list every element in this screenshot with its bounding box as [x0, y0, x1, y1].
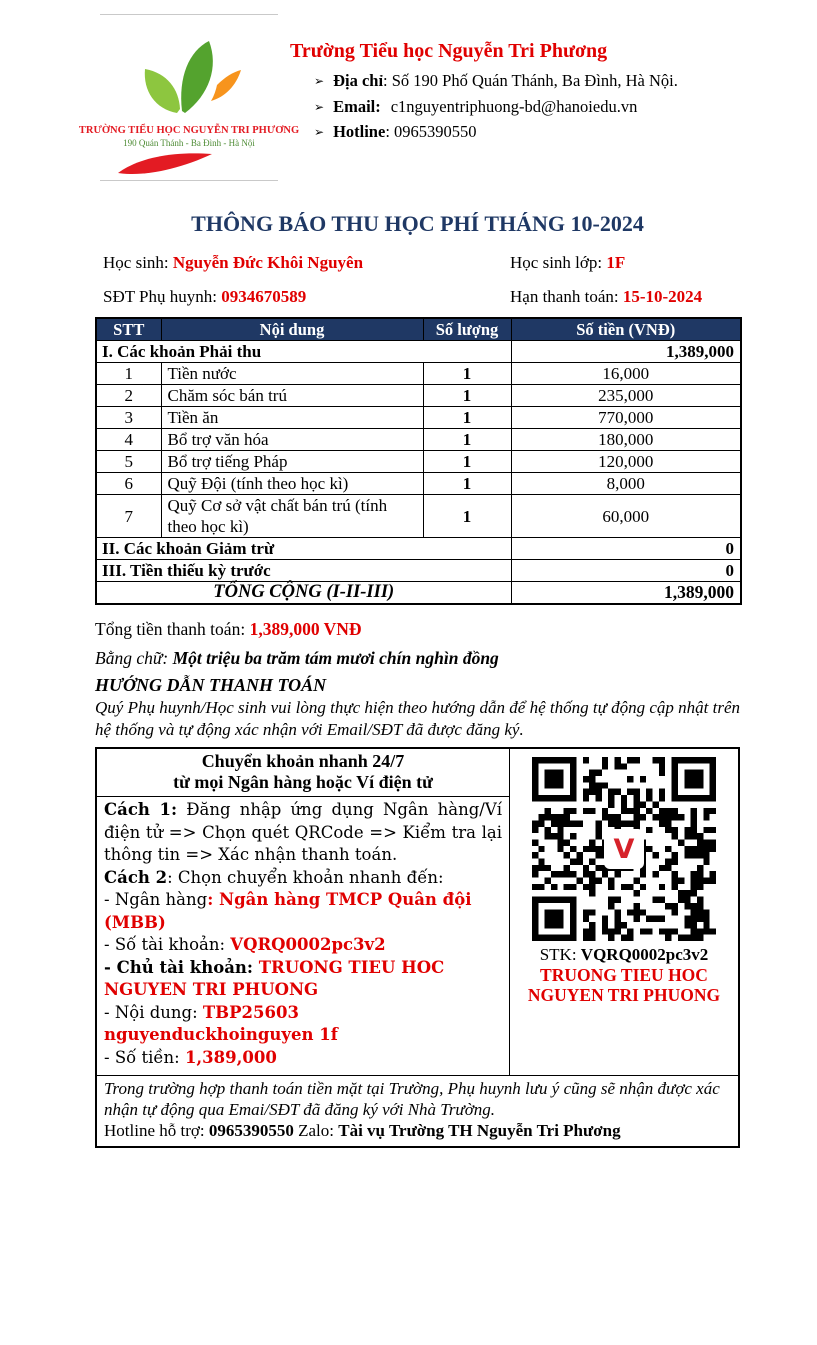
paybox-body: [97, 797, 509, 1075]
student-label: Học sinh:: [103, 253, 173, 272]
info-email: [314, 95, 678, 121]
zalo-value: Tài vụ Trường TH Nguyễn Tri Phương: [338, 1121, 621, 1140]
support-hotline-label: Hotline hỗ trợ:: [104, 1121, 209, 1140]
amount-in-words-line: [95, 646, 740, 671]
due-date-row: [502, 287, 740, 307]
table-row: [96, 363, 741, 385]
vietqr-logo: [604, 829, 644, 869]
fee-table-header: [96, 318, 741, 341]
student-class-row: [502, 253, 740, 273]
stk-value: VQRQ0002pc3v2: [580, 945, 709, 964]
row-name: Chăm sóc bán trú: [161, 385, 423, 407]
parent-phone-row: [95, 287, 502, 307]
notice-title: THÔNG BÁO THU HỌC PHÍ THÁNG 10-2024: [191, 211, 644, 236]
account-label: - Số tài khoản:: [104, 935, 231, 954]
table-row: [96, 429, 741, 451]
row-stt: 2: [96, 385, 161, 407]
row-amount: 8,000: [511, 473, 741, 495]
qr-holder-name: [528, 965, 720, 1005]
method2-text: : Chọn chuyển khoản nhanh đến:: [167, 867, 444, 887]
row-amount: 120,000: [511, 451, 741, 473]
fee-notice-document: [78, 0, 741, 1148]
bank-line: [104, 889, 502, 934]
col-noi-dung: Nội dung: [161, 318, 423, 341]
email-label: Email:: [333, 96, 381, 116]
account-value: VQRQ0002pc3v2: [230, 935, 386, 954]
holder-value: TRUONG TIEU HOC NGUYEN TRI PHUONG: [104, 957, 445, 999]
section-row: [96, 538, 741, 560]
col-stt: STT: [96, 318, 161, 341]
table-row: [96, 385, 741, 407]
total-payment-label: Tổng tiền thanh toán:: [95, 619, 250, 639]
total-label: TỔNG CỘNG (I-II-III): [96, 582, 511, 605]
address-label: Địa chỉ: [333, 71, 384, 90]
qr-panel: [510, 749, 738, 1075]
info-hotline: [314, 120, 678, 146]
row-name: Quỹ Đội (tính theo học kì): [161, 473, 423, 495]
support-hotline-line: [104, 1120, 731, 1142]
row-qty: 1: [423, 407, 511, 429]
school-name: Trường Tiểu học Nguyễn Tri Phương: [290, 40, 608, 62]
content-line: [104, 1002, 502, 1047]
row-qty: 1: [423, 495, 511, 538]
guide-title: HƯỚNG DẪN THANH TOÁN: [95, 675, 327, 695]
phone-label: SĐT Phụ huynh:: [103, 287, 222, 306]
support-hotline-value: 0965390550: [208, 1121, 294, 1140]
words-value: Một triệu ba trăm tám mươi chín nghìn đồng: [172, 648, 499, 668]
red-swoosh-icon: [114, 151, 218, 177]
col-so-luong: Số lượng: [423, 318, 511, 341]
content-value: TBP25603 nguyenduckhoinguyen 1f: [104, 1002, 338, 1044]
payment-summary: [95, 617, 740, 740]
zalo-label: Zalo:: [293, 1121, 339, 1140]
hotline-value: : 0965390550: [385, 122, 477, 141]
table-row: [96, 473, 741, 495]
table-row: [96, 407, 741, 429]
qr-code: [532, 757, 716, 941]
stk-label: STK:: [539, 945, 581, 964]
payment-box: [95, 747, 740, 1148]
section3-amount: 0: [511, 560, 741, 582]
leaves-icon: [133, 37, 245, 123]
cash-note: [97, 1075, 738, 1146]
amount-value: 1,389,000: [184, 1047, 277, 1067]
row-stt: 6: [96, 473, 161, 495]
student-name-row: [95, 253, 502, 273]
stk-line: [540, 945, 709, 965]
school-info-list: [314, 69, 678, 146]
total-payment-line: [95, 617, 740, 642]
guide-text: Quý Phụ huynh/Học sinh vui lòng thực hiện theo hướng dẫn để hệ thống tự động cập nhật trên hệ thống và tự động xác nhận với Email/SĐT đã được đăng ký.: [95, 698, 741, 739]
row-stt: 3: [96, 407, 161, 429]
row-amount: 235,000: [511, 385, 741, 407]
total-payment-value: 1,389,000 VNĐ: [249, 619, 362, 639]
row-stt: 1: [96, 363, 161, 385]
table-row: [96, 451, 741, 473]
method1-text: Đăng nhập ứng dụng Ngân hàng/Ví điện tử => Chọn quét QRCode => Kiểm tra lại thông tin => Xác nhận thanh toán.: [104, 800, 503, 864]
method2-label: Cách 2: [104, 867, 168, 887]
section1-label: I. Các khoản Phải thu: [96, 341, 511, 363]
table-row: [96, 495, 741, 538]
row-qty: 1: [423, 451, 511, 473]
col-so-tien: Số tiền (VNĐ): [511, 318, 741, 341]
row-amount: 770,000: [511, 407, 741, 429]
document-header: [78, 0, 740, 181]
class-value: 1F: [606, 253, 626, 272]
amount-label: - Số tiền:: [104, 1047, 185, 1067]
account-line: [104, 934, 502, 957]
paybox-title-line1: Chuyển khoản nhanh 24/7: [201, 751, 405, 771]
logo-school-name: TRƯỜNG TIỂU HỌC NGUYỄN TRI PHƯƠNG: [78, 125, 300, 136]
row-name: Tiền ăn: [161, 407, 423, 429]
fee-table: [95, 317, 742, 605]
bank-value: : Ngân hàng TMCP Quân đội (MBB): [104, 890, 472, 932]
info-address: [314, 69, 678, 95]
row-stt: 4: [96, 429, 161, 451]
qr-holder-line2: NGUYEN TRI PHUONG: [527, 985, 721, 1005]
method1-label: Cách 1:: [104, 800, 178, 819]
section3-label: III. Tiền thiếu kỳ trước: [96, 560, 511, 582]
student-name: Nguyễn Đức Khôi Nguyên: [172, 253, 364, 272]
holder-label: - Chủ tài khoản:: [104, 957, 259, 977]
amount-line: [104, 1047, 502, 1070]
row-amount: 60,000: [511, 495, 741, 538]
row-qty: 1: [423, 363, 511, 385]
section1-amount: 1,389,000: [511, 341, 741, 363]
method1: [104, 799, 502, 867]
row-qty: 1: [423, 385, 511, 407]
row-name: Quỹ Cơ sở vật chất bán trú (tính theo học kì): [161, 495, 423, 538]
address-value: : Số 190 Phố Quán Thánh, Ba Đình, Hà Nội.: [383, 71, 678, 90]
arrow-bullet-icon: ➢: [314, 74, 325, 88]
paybox-title-line2: từ mọi Ngân hàng hoặc Ví điện tử: [173, 772, 433, 792]
email-value: c1nguyentriphuong-bd@hanoiedu.vn: [390, 96, 638, 116]
arrow-bullet-icon: ➢: [314, 125, 325, 139]
bank-label: - Ngân hàng: [104, 890, 208, 909]
logo-address: 190 Quán Thánh - Ba Đình - Hà Nội: [123, 138, 255, 148]
phone-value: 0934670589: [221, 287, 307, 306]
payment-instructions: [97, 749, 510, 1075]
row-name: Bổ trợ tiếng Pháp: [161, 451, 423, 473]
section-row: [96, 560, 741, 582]
student-info: [95, 253, 740, 307]
holder-line: [104, 957, 502, 1002]
row-amount: 16,000: [511, 363, 741, 385]
hotline-label: Hotline: [333, 122, 386, 141]
cash-note-text: Trong trường hợp thanh toán tiền mặt tại Trường, Phụ huynh lưu ý cũng sẽ nhận được xác nhận tự động qua Emai/SĐT đã đăng ký với Nhà Trường.: [104, 1079, 720, 1119]
paybox-title: [97, 749, 509, 797]
section2-amount: 0: [511, 538, 741, 560]
row-qty: 1: [423, 429, 511, 451]
vietqr-v-icon: V: [613, 833, 635, 865]
words-label: Bằng chữ:: [95, 648, 173, 668]
row-amount: 180,000: [511, 429, 741, 451]
row-stt: 7: [96, 495, 161, 538]
row-name: Tiền nước: [161, 363, 423, 385]
row-qty: 1: [423, 473, 511, 495]
school-contact-block: [290, 14, 678, 181]
arrow-bullet-icon: ➢: [314, 99, 325, 114]
section2-label: II. Các khoản Giảm trừ: [96, 538, 511, 560]
qr-holder-line1: TRUONG TIEU HOC: [540, 965, 708, 985]
content-label: - Nội dung:: [104, 1002, 203, 1022]
due-value: 15-10-2024: [622, 287, 703, 306]
section-row: [96, 341, 741, 363]
total-row: [96, 582, 741, 605]
class-label: Học sinh lớp:: [510, 253, 607, 272]
due-label: Hạn thanh toán:: [510, 287, 623, 306]
row-name: Bổ trợ văn hóa: [161, 429, 423, 451]
total-amount: 1,389,000: [511, 582, 741, 605]
row-stt: 5: [96, 451, 161, 473]
school-logo: [78, 14, 300, 181]
method2: [104, 867, 502, 890]
